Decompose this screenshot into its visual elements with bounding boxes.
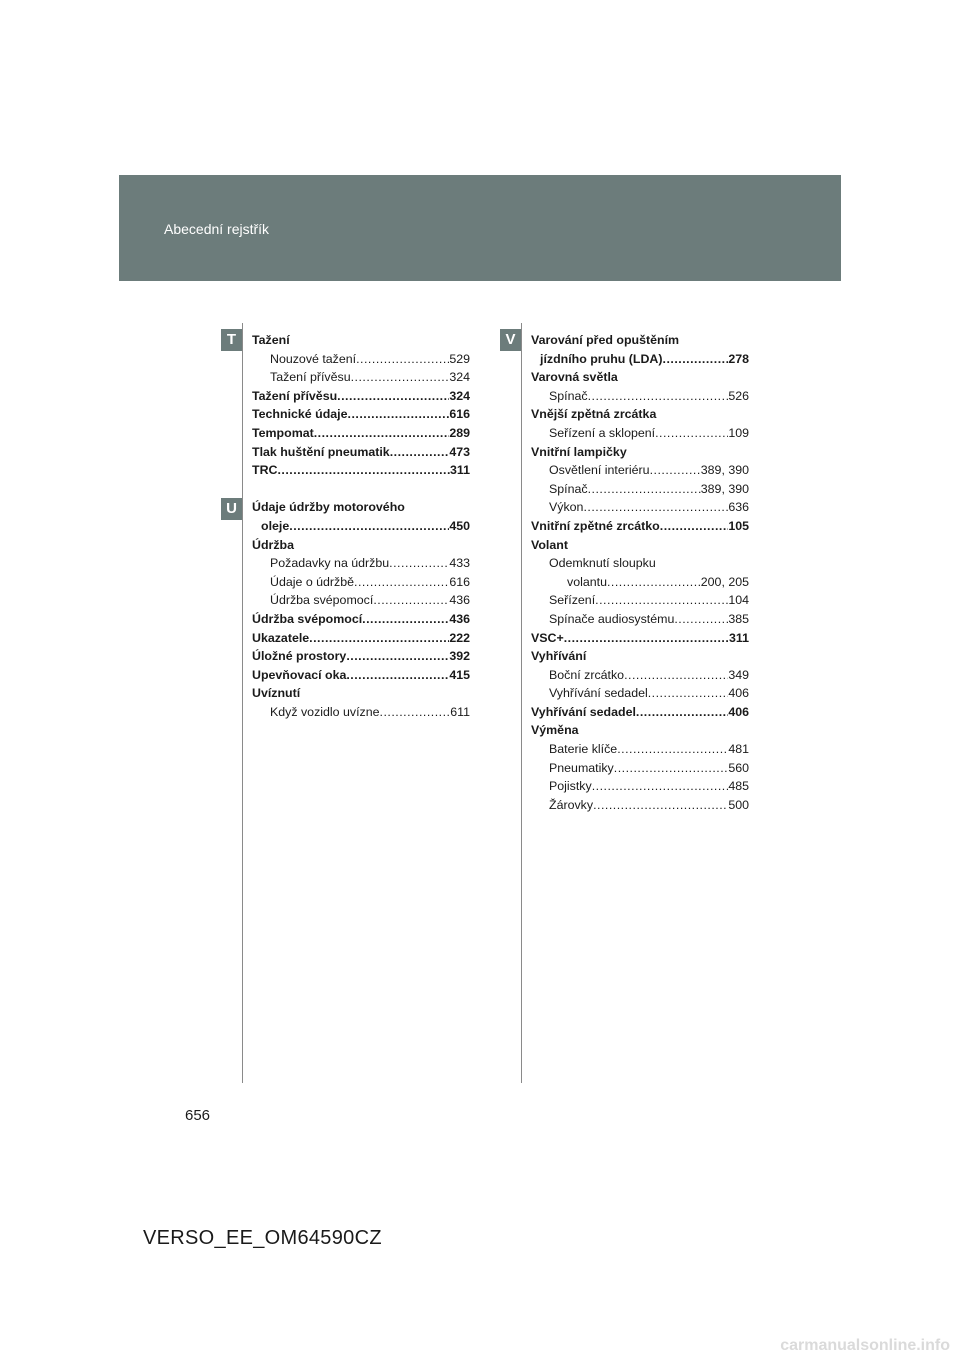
index-entry-term: Baterie klíče [549, 742, 618, 757]
index-column-right [531, 331, 749, 814]
index-entry [531, 350, 749, 369]
index-entry-term: Tažení přívěsu [252, 388, 338, 403]
index-entry-term: Žárovky [549, 797, 594, 812]
index-entry-leader [277, 461, 450, 480]
index-entry-term: Varování před opuštěním [531, 333, 680, 347]
index-entry-leader [289, 517, 449, 536]
index-entry-term: Výkon [549, 500, 584, 515]
index-entry [531, 368, 749, 387]
index-entry [252, 573, 470, 592]
page-title: Abecední rejstřík [164, 221, 270, 237]
index-entry [252, 684, 470, 703]
index-entry [252, 610, 470, 629]
column-divider-left [242, 323, 243, 1083]
index-entry-page: 104 [728, 593, 749, 608]
document-code: VERSO_EE_OM64590CZ [143, 1227, 382, 1249]
index-entry [252, 368, 470, 387]
index-entry-leader [614, 759, 729, 778]
index-entry [531, 703, 749, 722]
index-entry [252, 498, 470, 517]
index-entry [531, 331, 749, 350]
index-entry-page: 389, 390 [700, 463, 749, 478]
index-entry-term: Tlak huštění pneumatik [252, 444, 390, 459]
index-entry-leader [309, 629, 449, 648]
index-entry-page: 436 [449, 611, 470, 626]
index-entry [531, 443, 749, 462]
index-entry-term: Spínače audiosystému [549, 611, 675, 626]
index-entry-leader [583, 498, 728, 517]
index-entry-page: 324 [449, 388, 470, 403]
index-entry-term: Údaje o údržbě [270, 574, 355, 589]
index-entry-page: 406 [728, 686, 749, 701]
index-entry-page: 616 [449, 574, 470, 589]
index-entry-page: 289 [449, 425, 470, 440]
index-entry-term: Pneumatiky [549, 760, 614, 775]
index-entry-leader [655, 424, 728, 443]
index-entry-term: Vyhřívání [531, 649, 587, 664]
index-entry-leader [660, 517, 729, 536]
index-entry-leader [592, 777, 729, 796]
index-entry-leader [593, 796, 728, 815]
index-entry-term: Ukazatele [252, 630, 310, 645]
index-entry-leader [373, 591, 449, 610]
index-entry-leader [624, 666, 728, 685]
index-entry-term: Technické údaje [252, 407, 348, 422]
index-entry-page: 636 [728, 500, 749, 515]
index-entry [531, 573, 749, 592]
index-entry-term: jízdního pruhu (LDA) [540, 351, 663, 366]
index-entry-page: 406 [728, 704, 749, 719]
index-entry [252, 424, 470, 443]
index-entry [531, 684, 749, 703]
index-entry-page: 415 [449, 667, 470, 682]
index-entry-leader [607, 573, 701, 592]
index-entry-page: 311 [729, 630, 749, 645]
index-entry-term: Když vozidlo uvízne [270, 704, 380, 719]
index-entry-term: TRC [252, 463, 278, 478]
index-entry-page: 481 [728, 742, 749, 757]
index-entry-page: 611 [450, 704, 470, 719]
index-entry-term: Údržba svépomocí [270, 593, 374, 608]
index-entry-page: 349 [728, 667, 749, 682]
index-entry-leader [346, 666, 449, 685]
index-entry [252, 517, 470, 536]
index-entry [531, 610, 749, 629]
index-entry-leader [354, 573, 449, 592]
page-number: 656 [185, 1107, 211, 1124]
index-entry [252, 350, 470, 369]
index-entry [252, 591, 470, 610]
column-divider-right [521, 323, 522, 1083]
index-entry-term: Výměna [531, 723, 579, 738]
index-entry-term: Odemknutí sloupku [549, 556, 656, 571]
index-entry-leader [663, 350, 729, 369]
index-entry-term: Upevňovací oka [252, 667, 347, 682]
index-entry-page: 560 [728, 760, 749, 775]
index-entry-page: 392 [449, 649, 470, 664]
index-entry-term: Seřízení [549, 593, 596, 608]
header-banner [119, 175, 841, 281]
index-entry-leader [346, 647, 449, 666]
index-entry [531, 777, 749, 796]
index-entry-page: 500 [728, 797, 749, 812]
index-entry-page: 436 [449, 593, 470, 608]
index-entry-term: Tažení [252, 333, 290, 347]
index-entry [252, 703, 470, 722]
index-entry-leader [389, 554, 449, 573]
index-entry [252, 554, 470, 573]
index-entry-term: oleje [261, 518, 290, 533]
index-entry [531, 461, 749, 480]
index-entry-term: Seřízení a sklopení [549, 425, 656, 440]
index-entry [531, 480, 749, 499]
index-entry [252, 461, 470, 480]
index-entry-leader [674, 610, 728, 629]
index-entry-leader [648, 684, 729, 703]
index-entry [531, 629, 749, 648]
index-entry [252, 666, 470, 685]
index-entry-leader [348, 405, 450, 424]
index-entry [531, 796, 749, 815]
index-entry-page: 616 [449, 407, 470, 422]
index-entry-leader [650, 461, 701, 480]
index-entry-page: 473 [449, 444, 470, 459]
index-entry-term: VSC+ [531, 630, 564, 645]
index-entry-term: Varovná světla [531, 370, 618, 385]
index-entry [531, 666, 749, 685]
index-entry-term: Údržba svépomocí [252, 611, 363, 626]
index-entry-page: 109 [728, 425, 749, 440]
index-entry [252, 647, 470, 666]
index-entry [531, 740, 749, 759]
index-entry-term: Pojistky [549, 779, 592, 794]
index-entry-page: 526 [728, 388, 749, 403]
letter-tab-u: U [221, 498, 242, 520]
index-entry-page: 385 [728, 611, 749, 626]
index-entry-leader [617, 740, 728, 759]
index-entry-page: 450 [449, 518, 470, 533]
index-entry [252, 405, 470, 424]
index-entry [531, 591, 749, 610]
index-entry [531, 759, 749, 778]
index-entry-page: 200, 205 [700, 574, 749, 589]
index-entry [252, 629, 470, 648]
index-entry-page: 278 [728, 351, 749, 366]
index-entry-page: 311 [450, 463, 470, 478]
index-entry [252, 331, 470, 350]
index-entry-leader [588, 480, 701, 499]
index-entry-term: Spínač [549, 388, 588, 403]
index-entry-page: 324 [449, 370, 470, 385]
index-entry-page: 529 [449, 351, 470, 366]
index-entry [531, 498, 749, 517]
index-entry-leader [390, 443, 450, 462]
index-entry [531, 424, 749, 443]
index-column-left [252, 331, 470, 721]
index-entry-leader [337, 387, 449, 406]
index-entry [252, 387, 470, 406]
index-entry-leader [588, 387, 729, 406]
index-entry [531, 405, 749, 424]
index-entry-term: Nouzové tažení [270, 351, 357, 366]
index-entry [252, 536, 470, 555]
index-entry-page: 222 [449, 630, 470, 645]
index-entry-term: Spínač [549, 481, 588, 496]
index-section-t [252, 331, 470, 480]
index-entry-term: Osvětlení interiéru [549, 463, 650, 478]
index-entry-leader [314, 424, 450, 443]
index-entry-page: 105 [728, 518, 749, 533]
index-entry-term: Vnější zpětná zrcátka [531, 407, 657, 422]
index-entry-term: Tempomat [252, 425, 314, 440]
index-entry-term: Vyhřívání sedadel [531, 704, 636, 719]
index-entry-term: Údaje údržby motorového [252, 500, 405, 515]
index-entry [531, 387, 749, 406]
watermark: carmanualsonline.info [780, 1337, 950, 1354]
index-entry-term: Tažení přívěsu [270, 370, 351, 385]
index-entry-page: 433 [449, 556, 470, 571]
index-entry-term: volantu [567, 574, 607, 589]
index-entry [531, 647, 749, 666]
index-entry-term: Uvíznutí [252, 686, 301, 701]
index-entry-page: 389, 390 [700, 481, 749, 496]
index-entry [531, 536, 749, 555]
index-entry-leader [636, 703, 728, 722]
index-entry [531, 721, 749, 740]
index-entry-term: Boční zrcátko [549, 667, 625, 682]
index-entry-page: 485 [728, 779, 749, 794]
letter-tab-v: V [500, 329, 521, 351]
index-entry-term: Volant [531, 537, 568, 552]
index-section-v [531, 331, 749, 814]
index-entry-term: Údržba [252, 537, 294, 552]
index-entry-leader [564, 629, 729, 648]
index-entry [531, 517, 749, 536]
index-entry-term: Vnitřní zpětné zrcátko [531, 518, 660, 533]
letter-tab-t: T [221, 329, 242, 351]
index-entry-term: Úložné prostory [252, 649, 347, 664]
index-entry [252, 443, 470, 462]
index-entry-leader [380, 703, 451, 722]
index-section-u [252, 498, 470, 721]
index-entry-term: Vnitřní lampičky [531, 444, 627, 459]
index-entry-term: Vyhřívání sedadel [549, 686, 648, 701]
index-entry-leader [356, 350, 449, 369]
index-entry [531, 554, 749, 573]
index-entry-leader [595, 591, 728, 610]
index-entry-term: Požadavky na údržbu [270, 556, 390, 571]
index-entry-leader [351, 368, 450, 387]
index-entry-leader [362, 610, 449, 629]
